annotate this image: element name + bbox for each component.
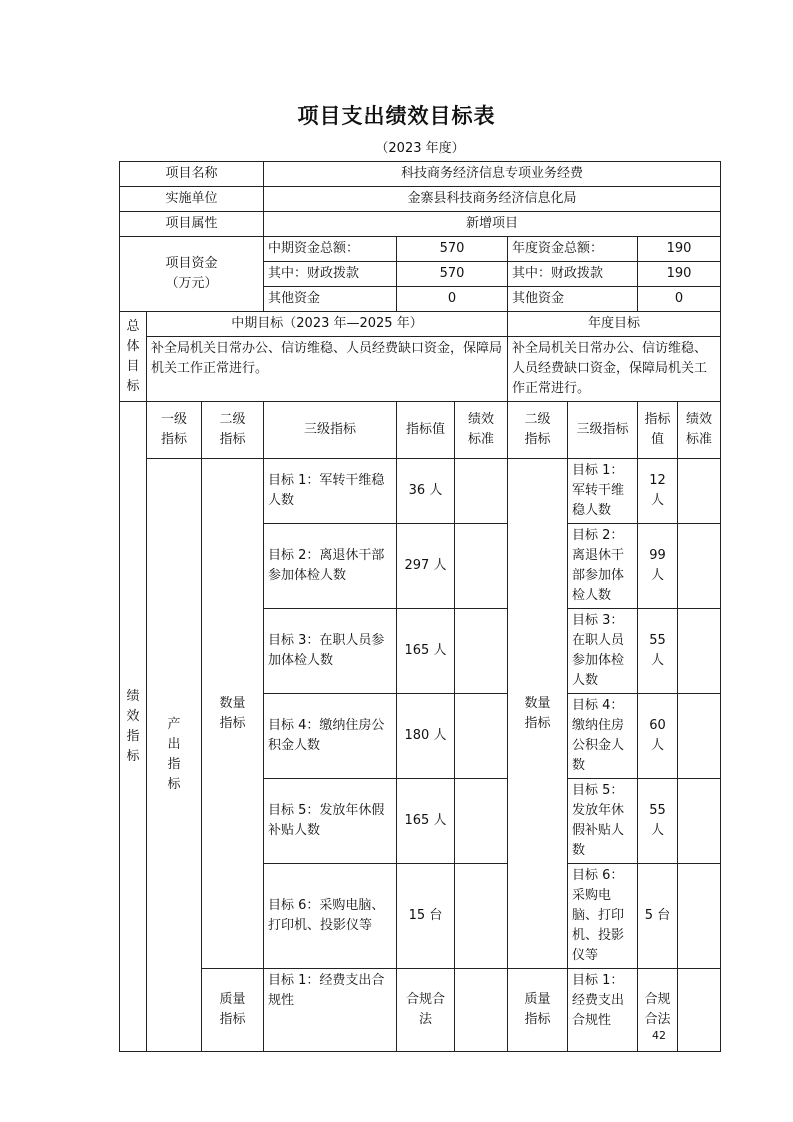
page-number: 42 <box>652 1029 666 1042</box>
mid-fiscal-value: 570 <box>397 262 508 287</box>
mid-fiscal-label: 其中：财政拨款 <box>264 262 397 287</box>
quantity-indicator-label: 数量 指标 <box>202 459 264 969</box>
mid-other-label: 其他资金 <box>264 287 397 312</box>
implementing-unit-label: 实施单位 <box>120 187 264 212</box>
year-target-6-standard <box>678 864 721 969</box>
mid-total-value: 570 <box>397 237 508 262</box>
year-target-2-standard <box>678 524 721 609</box>
year-target-5-name: 目标 5：发放年休假补贴人数 <box>568 779 638 864</box>
indicators-section-label-text: 绩 效 指 标 <box>126 688 140 764</box>
mid-target-6-standard <box>455 864 508 969</box>
overall-goal-label <box>120 312 147 402</box>
year-goal-header: 年度目标 <box>508 312 721 337</box>
year-target-6-value: 5 台 <box>638 864 678 969</box>
overall-goal-label-text: 总 体 目 标 <box>126 318 140 394</box>
quality-year-target-name: 目标 1：经费支出合规性 <box>568 969 638 1052</box>
page-title: 项目支出绩效目标表 <box>297 104 496 128</box>
year-subtitle: （2023 年度） <box>120 137 721 162</box>
mid-target-4-standard <box>455 694 508 779</box>
project-name-label: 项目名称 <box>120 162 264 187</box>
year-total-value: 190 <box>638 237 721 262</box>
year-target-6-name: 目标 6：采购电脑、打印机、投影仪等 <box>568 864 638 969</box>
mid-target-5-standard <box>455 779 508 864</box>
col-level3-year-header: 三级指标 <box>568 402 638 459</box>
output-indicator-label-text: 产 出 指 标 <box>167 717 181 792</box>
year-target-1-name: 目标 1：军转干维稳人数 <box>568 459 638 524</box>
year-target-3-standard <box>678 609 721 694</box>
performance-target-table <box>119 137 721 1052</box>
mid-target-2-standard <box>455 524 508 609</box>
mid-target-6-value: 15 台 <box>397 864 455 969</box>
mid-target-6-name: 目标 6：采购电脑、打印机、投影仪等 <box>264 864 397 969</box>
mid-target-2-name: 目标 2：离退休干部参加体检人数 <box>264 524 397 609</box>
project-attribute-value: 新增项目 <box>264 212 721 237</box>
year-other-value: 0 <box>638 287 721 312</box>
quantity-indicator-year-label: 数量 指标 <box>508 459 568 969</box>
mid-target-1-standard <box>455 459 508 524</box>
year-target-5-value: 55 人 <box>638 779 678 864</box>
quality-mid-target-standard <box>455 969 508 1052</box>
output-indicator-label <box>147 459 202 1052</box>
year-target-4-name: 目标 4：缴纳住房公积金人数 <box>568 694 638 779</box>
year-target-2-value: 99 人 <box>638 524 678 609</box>
mid-target-4-name: 目标 4：缴纳住房公积金人数 <box>264 694 397 779</box>
mid-target-1-name: 目标 1：军转干维稳人数 <box>264 459 397 524</box>
col-value-header: 指标值 <box>397 402 455 459</box>
quality-mid-target-name: 目标 1：经费支出合规性 <box>264 969 397 1052</box>
year-fiscal-label: 其中：财政拨款 <box>508 262 638 287</box>
year-target-1-value: 12 人 <box>638 459 678 524</box>
year-target-5-standard <box>678 779 721 864</box>
col-standard-year-header: 绩效 标准 <box>678 402 721 459</box>
year-target-4-value: 60 人 <box>638 694 678 779</box>
col-level2-header: 二级 指标 <box>202 402 264 459</box>
col-standard-header: 绩效 标准 <box>455 402 508 459</box>
mid-target-2-value: 297 人 <box>397 524 455 609</box>
implementing-unit-value: 金寨县科技商务经济信息化局 <box>264 187 721 212</box>
project-attribute-label: 项目属性 <box>120 212 264 237</box>
year-target-3-value: 55 人 <box>638 609 678 694</box>
mid-target-5-name: 目标 5：发放年休假补贴人数 <box>264 779 397 864</box>
project-name-value: 科技商务经济信息专项业务经费 <box>264 162 721 187</box>
mid-goal-header: 中期目标（2023 年—2025 年） <box>147 312 508 337</box>
col-level3-header: 三级指标 <box>264 402 397 459</box>
year-total-label: 年度资金总额： <box>508 237 638 262</box>
mid-goal-text: 补全局机关日常办公、信访维稳、人员经费缺口资金，保障局机关工作正常进行。 <box>147 337 508 402</box>
mid-target-3-value: 165 人 <box>397 609 455 694</box>
year-target-4-standard <box>678 694 721 779</box>
quality-year-target-value: 合规合法 <box>638 969 678 1052</box>
mid-target-5-value: 165 人 <box>397 779 455 864</box>
year-fiscal-value: 190 <box>638 262 721 287</box>
year-target-3-name: 目标 3：在职人员参加体检人数 <box>568 609 638 694</box>
quality-year-target-standard <box>678 969 721 1052</box>
col-value-year-header: 指标 值 <box>638 402 678 459</box>
year-target-1-standard <box>678 459 721 524</box>
quality-indicator-label: 质量 指标 <box>202 969 264 1052</box>
indicators-section-label <box>120 402 147 1052</box>
project-funds-label-line2: （万元） <box>165 276 218 291</box>
mid-target-1-value: 36 人 <box>397 459 455 524</box>
year-target-2-name: 目标 2：离退休干部参加体检人数 <box>568 524 638 609</box>
year-goal-text: 补全局机关日常办公、信访维稳、人员经费缺口资金，保障局机关工作正常进行。 <box>508 337 721 402</box>
quality-indicator-year-label: 质量 指标 <box>508 969 568 1052</box>
mid-total-label: 中期资金总额： <box>264 237 397 262</box>
project-funds-label-line1: 项目资金 <box>165 256 218 271</box>
col-level1-header: 一级 指标 <box>147 402 202 459</box>
mid-target-3-name: 目标 3：在职人员参加体检人数 <box>264 609 397 694</box>
mid-other-value: 0 <box>397 287 508 312</box>
mid-target-4-value: 180 人 <box>397 694 455 779</box>
year-other-label: 其他资金 <box>508 287 638 312</box>
quality-mid-target-value: 合规合法 <box>397 969 455 1052</box>
project-funds-label <box>120 237 264 312</box>
mid-target-3-standard <box>455 609 508 694</box>
col-level2-year-header: 二级 指标 <box>508 402 568 459</box>
